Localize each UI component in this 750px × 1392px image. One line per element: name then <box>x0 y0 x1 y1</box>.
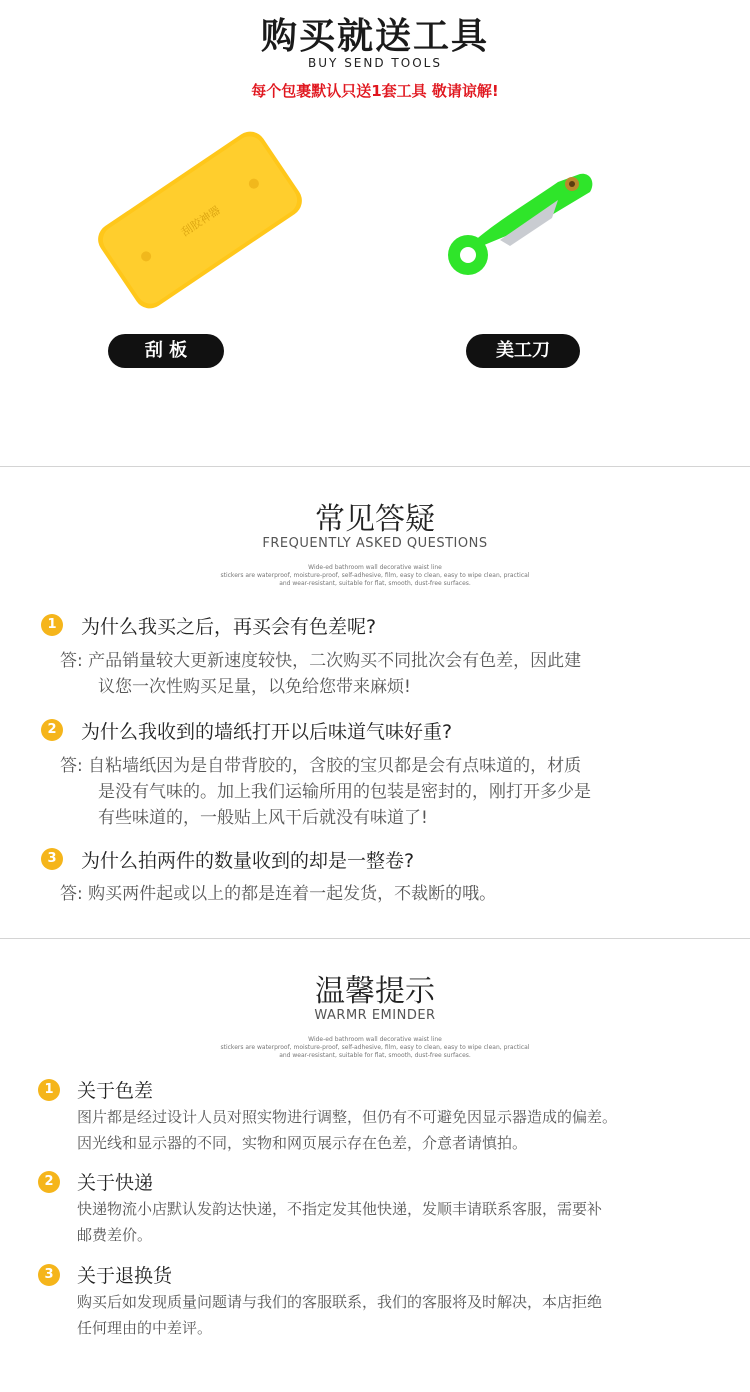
utility-knife-image <box>440 160 600 290</box>
tip-number-badge: 2 <box>38 1171 60 1193</box>
tips-blurb <box>0 1036 750 1060</box>
faq-question: 为什么我买之后，再买会有色差呢? <box>81 616 377 638</box>
tips-blurb-line: and wear-resistant, suitable for flat, smooth, dust-free surfaces. <box>279 1052 471 1059</box>
tip-title: 关于色差 <box>77 1080 154 1102</box>
tools-note: 每个包裹默认只送1套工具 敬请谅解! <box>251 82 499 100</box>
tips-title: 温馨提示 <box>315 974 435 1009</box>
tip-number-badge: 3 <box>38 1264 60 1286</box>
tips-subtitle: WARMR EMINDER <box>314 1008 436 1023</box>
answer-label: 答: <box>60 651 83 671</box>
tip-title: 关于退换货 <box>77 1265 173 1287</box>
scraper-mark: 刮胶神器 <box>178 203 223 239</box>
faq-question: 为什么拍两件的数量收到的却是一整卷? <box>81 850 415 872</box>
answer-line: 购买两件起或以上的都是连着一起发货，不裁断的哦。 <box>88 884 497 904</box>
tip-title: 关于快递 <box>77 1172 154 1194</box>
tip-line: 邮费差价。 <box>77 1226 153 1244</box>
faq-blurb-line: and wear-resistant, suitable for flat, smooth, dust-free surfaces. <box>279 580 471 587</box>
knife-label: 美工刀 <box>466 334 580 368</box>
section-divider <box>0 938 750 939</box>
tools-title: 购买就送工具 <box>260 16 489 57</box>
faq-answer <box>60 648 581 700</box>
tip-line: 购买后如发现质量问题请与我们的客服联系，我们的客服将及时解决，本店拒绝 <box>77 1293 603 1311</box>
tools-subtitle: BUY SEND TOOLS <box>308 56 442 70</box>
answer-line: 自粘墙纸因为是自带背胶的，含胶的宝贝都是会有点味道的，材质 <box>88 756 582 776</box>
answer-label: 答: <box>60 756 83 776</box>
tip-line: 图片都是经过设计人员对照实物进行调整，但仍有不可避免因显示器造成的偏差。 <box>77 1108 618 1126</box>
answer-line: 产品销量较大更新速度较快，二次购买不同批次会有色差，因此建 <box>88 651 582 671</box>
scraper-label: 刮 板 <box>108 334 224 368</box>
faq-subtitle: FREQUENTLY ASKED QUESTIONS <box>262 536 488 551</box>
section-divider <box>0 466 750 467</box>
tip-body <box>77 1196 602 1248</box>
faq-blurb-line: stickers are waterproof, moisture-proof, self-adhesive, film, easy to clean, easy to wipe clean, practical <box>220 572 530 579</box>
tip-number-badge: 1 <box>38 1079 60 1101</box>
tips-blurb-line: Wide-ed bathroom wall decorative waist line <box>308 1036 442 1043</box>
tips-blurb-line: stickers are waterproof, moisture-proof, self-adhesive, film, easy to clean, easy to wipe clean, practical <box>220 1044 530 1051</box>
answer-line: 有些味道的，一般贴上风干后就没有味道了! <box>98 808 428 828</box>
faq-question: 为什么我收到的墙纸打开以后味道气味好重? <box>81 721 453 743</box>
answer-label: 答: <box>60 884 83 904</box>
tip-line: 因光线和显示器的不同，实物和网页展示存在色差，介意者请慎拍。 <box>77 1134 528 1152</box>
faq-answer <box>60 881 496 907</box>
tip-body <box>77 1289 602 1341</box>
answer-line: 议您一次性购买足量，以免给您带来麻烦! <box>98 677 411 697</box>
faq-number-badge: 3 <box>41 848 63 870</box>
faq-blurb-line: Wide-ed bathroom wall decorative waist line <box>308 564 442 571</box>
tip-body <box>77 1104 617 1156</box>
tip-line: 任何理由的中差评。 <box>77 1319 213 1337</box>
faq-answer <box>60 753 591 831</box>
faq-number-badge: 1 <box>41 614 63 636</box>
tip-line: 快递物流小店默认发韵达快递，不指定发其他快递，发顺丰请联系客服，需要补 <box>77 1200 603 1218</box>
scraper-image <box>80 110 320 330</box>
faq-blurb <box>0 564 750 588</box>
answer-line: 是没有气味的。加上我们运输所用的包装是密封的，刚打开多少是 <box>98 782 591 802</box>
faq-title: 常见答疑 <box>315 502 435 537</box>
faq-number-badge: 2 <box>41 719 63 741</box>
